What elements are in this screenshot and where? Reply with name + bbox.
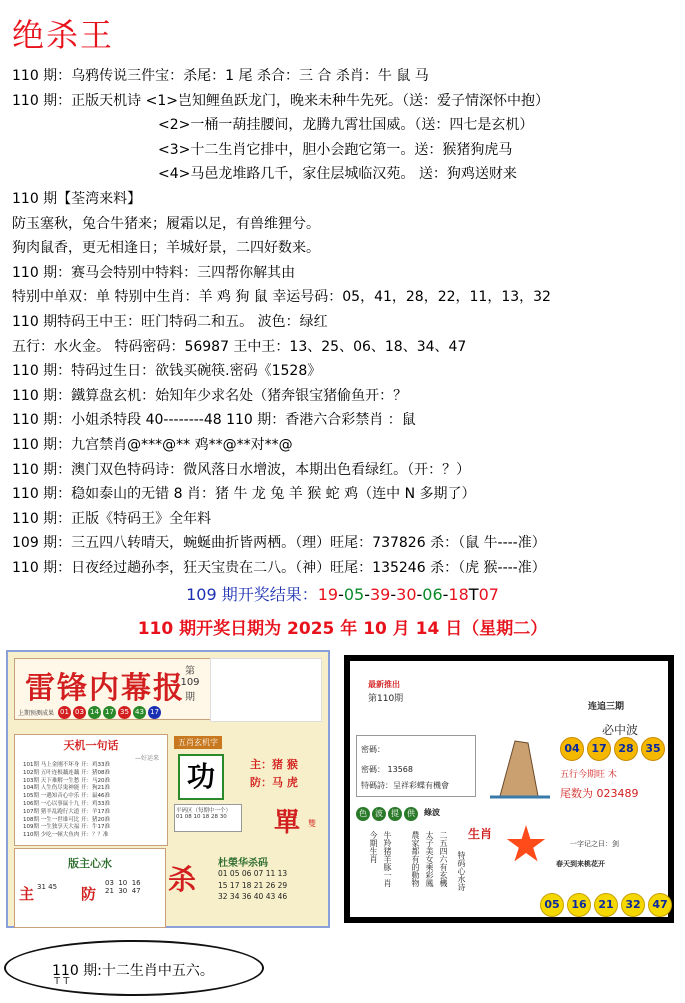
banzhu-zhu-nums: 31 45	[37, 883, 58, 891]
ball: 03	[73, 706, 86, 719]
vertical-text: 今期生肖	[369, 831, 378, 863]
wuxiao-label: 五肖玄机字	[174, 736, 222, 749]
text-line: 110 期：乌鸦传说三件宝：杀尾：1 尾 杀合：三 合 杀肖：牛 鼠 马	[12, 68, 429, 84]
ball: 14	[88, 706, 101, 719]
result-number: 07	[478, 585, 499, 604]
result-number: 19	[317, 585, 339, 604]
tianji-row: 101期 马上金刚不坏身 开：鸡33准	[23, 762, 110, 768]
shama-row: 15 17 18 21 26 29	[218, 880, 288, 890]
tianji-row: 102期 五叶连根藕连藕 开：猪08准	[23, 769, 110, 776]
text-line: 110 期特码王中王：旺门特码二和五。 波色：绿红	[12, 313, 328, 330]
text-line: 特别中单双：单 特别中生肖：羊 鸡 狗 鼠 幸运号码：05，41，28，22，11，13，32	[12, 289, 551, 306]
text-line: <3>十二生肖它排中，胆小会跑它第一。送：猴猪狗虎马	[158, 141, 513, 158]
poster-left-title: 雷锋内幕报	[25, 671, 185, 706]
vertical-text: 農家都有的動物	[411, 831, 420, 887]
tianji-row: 109期 一生独享天大福 开：牛17准	[23, 824, 110, 831]
speech-bubble	[4, 940, 264, 996]
result-sep: -	[364, 585, 370, 604]
result-sep: -	[442, 585, 449, 604]
vertical-text: 牛羚猪羊豚一肖	[383, 831, 392, 887]
draw-result	[0, 582, 685, 605]
shama-row: 32 34 36 40 43 46	[218, 892, 288, 901]
vertical-text: 特码心水诗	[457, 851, 466, 891]
cave-figure-icon	[490, 731, 550, 801]
text-line: 110 期：日夜经过趟孙李，狂天宝贵在二八。（神）旺尾：135246 杀：（虎 猴----准）	[12, 559, 546, 576]
prev-result-balls	[18, 706, 161, 719]
tianji-row: 103期 天下难解一生愁 开：马20准	[23, 777, 110, 784]
ball: 21	[594, 893, 618, 917]
text-line: 110 期：特码过生日：欲钱买碗筷.密码《1528》	[12, 363, 322, 380]
tianji-row: 106期 一心以事鼠十九 开：鸡33准	[23, 800, 110, 807]
text-line: 110 期：澳门双色特码诗：微风落日水增波，本期出色看绿红。（开：？）	[12, 461, 471, 478]
weishu-label: 尾数为 023489	[560, 787, 639, 800]
shama-section	[168, 848, 324, 926]
banzhu-zhu: 主	[19, 885, 35, 903]
vertical-text: 二五四六有玄機	[439, 831, 448, 887]
poster-right-issue: 第110期	[368, 694, 404, 704]
star-icon	[506, 825, 546, 865]
banzhu-title: 版主心水	[68, 857, 112, 870]
shengxiao-label: 生肖	[468, 827, 493, 841]
tianji-row: 108期 一生一世谁可比 开：猪20准	[23, 816, 110, 823]
pingma-box	[174, 804, 242, 832]
text-line: 110 期【荃湾来料】	[12, 190, 142, 207]
draw-date: 110 期开奖日期为 2025 年 10 月 14 日（星期二）	[137, 619, 548, 639]
poster-right-tag: 最新推出	[368, 680, 400, 689]
poster-left	[6, 650, 330, 928]
fang-zodiac: 防：马 虎	[250, 776, 298, 789]
result-number: 18	[448, 585, 469, 604]
pingma-nums: 01 08 10 18 28 30	[176, 814, 227, 820]
text-line: <2>一桶一葫挂腰间，龙腾九霄壮国威。（送：四七是玄机）	[158, 117, 534, 134]
text-line: 109 期：三五四八转晴天，蜿蜒曲折皆两栖。（理）旺尾：737826 杀：（鼠 牛----准）	[12, 535, 546, 552]
sebo-tail: 綠波	[424, 808, 440, 817]
banzhu-fang: 防	[81, 885, 97, 903]
top-balls	[560, 737, 665, 761]
ball: 47	[648, 893, 672, 917]
wuxiao-section	[170, 734, 324, 844]
tianji-title: 天机一句话	[63, 739, 119, 752]
ball: 05	[540, 893, 564, 917]
ball: 17	[103, 706, 116, 719]
ball: 17	[587, 737, 611, 761]
result-number: 30	[396, 585, 417, 604]
ball: 32	[621, 893, 645, 917]
dan-char: 單	[274, 808, 301, 838]
article-lines	[12, 64, 677, 580]
text-line: 110 期：赛马会特别中特料：三四帮你解其由	[12, 264, 296, 281]
poster-right-inner	[350, 661, 668, 917]
result-sep: -	[390, 585, 397, 604]
code-box	[356, 735, 476, 797]
ball: 35	[118, 706, 131, 719]
ball: 28	[614, 737, 638, 761]
result-number: 39	[370, 585, 391, 604]
result-number: 05	[343, 585, 365, 604]
tianji-row: 110期 少吃一顿大鱼肉 开：？？准	[23, 832, 109, 839]
bubble-tail: T T	[54, 976, 70, 987]
gong-char: 功	[178, 754, 224, 800]
tianji-row: 105期 一遇知音心中乐 开：鼠46准	[23, 793, 110, 800]
code-row: 特碼詩：呈祥彩蝶有機會	[361, 781, 449, 790]
wuxing-label: 五行今期旺 木	[560, 770, 617, 780]
sebo-char: 色	[356, 807, 370, 821]
banzhu-fang-nums: 03 10 16 21 30 47	[105, 879, 141, 895]
text-line: 110 期：小姐杀特段 40--------48 110 期：香港六合彩禁肖 ：鼠	[12, 412, 416, 429]
ball: 35	[641, 737, 665, 761]
ball: 16	[567, 893, 591, 917]
text-line: 110 期：正版《特码王》全年料	[12, 510, 212, 527]
text-line: 防玉塞秋，兔合牛猪来；履霜以足，有兽维狸兮。	[12, 215, 320, 232]
tianji-section	[14, 734, 168, 846]
ball: 01	[58, 706, 71, 719]
text-line: 110 期：九宫禁肖@***@** 鸡**@**对**@	[12, 436, 293, 453]
tianji-pen: —好运来	[134, 755, 159, 762]
shama-row: 01 05 06 07 11 13	[218, 869, 288, 878]
ball: 17	[148, 706, 161, 719]
shama-title: 杜榮华杀码	[218, 858, 268, 869]
page-title: 绝杀王	[12, 16, 115, 54]
result-sep: -	[416, 585, 423, 604]
ball: 43	[133, 706, 146, 719]
poster-right	[344, 655, 674, 923]
result-sep: -	[338, 585, 344, 604]
sebo-char: 波	[372, 807, 386, 821]
yizi-label: 一字记之曰：剑	[570, 840, 619, 848]
sebo-char: 提	[388, 807, 402, 821]
pingma-label: 平码区（每期中一个）	[176, 808, 232, 814]
shuang-char: 雙	[308, 819, 316, 828]
poster-left-issue: 第109期	[180, 666, 200, 703]
code-row: 密碼：	[361, 745, 385, 754]
tianji-row: 104期 人生伤尽鬼神能 开：狗21准	[23, 785, 110, 792]
text-line: 110 期：稳如泰山的无错 8 肖：猪 牛 龙 兔 羊 猴 蛇 鸡（连中 N 多期了）	[12, 486, 476, 503]
tianji-row: 107期 猪羊乱跑行大道 开：羊17准	[23, 808, 110, 815]
result-sep: T	[468, 585, 479, 604]
shama-nums	[218, 868, 287, 903]
zhu-zodiac: 主：猪 猴	[250, 758, 298, 771]
sebo-row	[356, 807, 440, 821]
result-label: 109 期开奖结果：	[186, 585, 318, 604]
lianzhui-label: 连追三期	[588, 702, 625, 712]
sebo-char: 供	[404, 807, 418, 821]
poster-left-blank	[210, 658, 322, 722]
code-row: 密碼： 13568	[361, 765, 413, 774]
bottom-balls	[540, 893, 672, 917]
chuntian-label: 春天到来桃花开	[556, 860, 605, 868]
bizhongbo-label: 必中波	[602, 723, 639, 737]
text-line: 狗肉鼠香，更无相逢日；羊城好景，二四好数来。	[12, 240, 320, 257]
text-line: 110 期：鐵算盘玄机：始知年少求名处（猪奔银宝猪偷鱼开：？	[12, 387, 408, 404]
prev-result-label: 上期预测成果	[18, 710, 55, 717]
text-line: 五行：水火金。 特码密码：56987 王中王：13、25、06、18、34、47	[12, 338, 467, 355]
banzhu-section	[14, 848, 166, 928]
bubble-text: 110 期:十二生肖中五六。	[52, 963, 214, 979]
result-number: 06	[422, 585, 443, 604]
text-line: 110 期：正版天机诗 <1>岂知鲤鱼跃龙门，晚来未种牛先死。（送：爱子情深怀中抱）	[12, 92, 549, 109]
vertical-text: 太子美女乘彩鳳	[425, 831, 434, 887]
sha-char: 杀	[168, 863, 197, 896]
text-line: <4>马邑龙堆路几千，家住层城临汉苑。 送：狗鸡送财来	[158, 166, 517, 183]
ball: 04	[560, 737, 584, 761]
